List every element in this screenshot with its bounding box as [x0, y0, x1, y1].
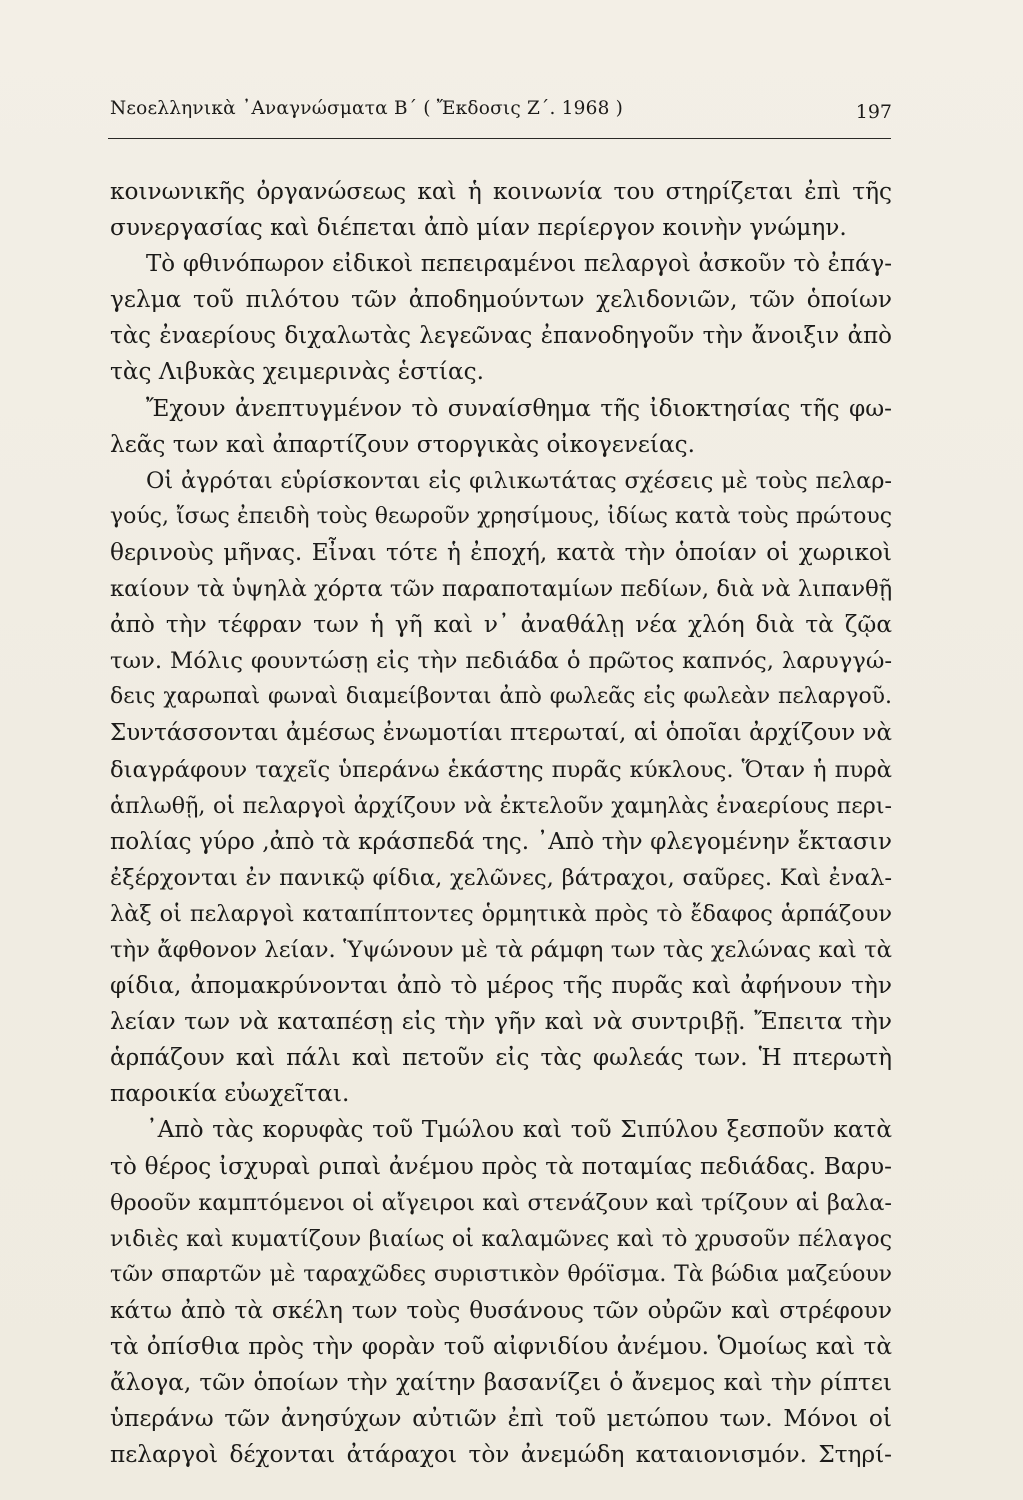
text-line: τὸ θέρος ἰσχυραὶ ριπαὶ ἀνέμου πρὸς τὰ ποταμίας πεδιάδας. Βαρυ-: [110, 1152, 892, 1180]
running-head-title: Νεοελληνικὰ ᾿Αναγνώσματα Β΄ ( Ἔκδοσις Ζ΄. 1968 ): [110, 98, 624, 119]
text-line: Τὸ φθινόπωρον εἰδικοὶ πεπειραμένοι πελαργοὶ ἀσκοῦν τὸ ἐπάγ-: [146, 251, 892, 278]
text-line: πολίας γύρο ,ἀπὸ τὰ κράσπεδά της. ᾿Απὸ τὴν φλεγομένην ἔκτασιν: [110, 827, 892, 855]
text-line: Ἔχουν ἀνεπτυγμένον τὸ συναίσθημα τῆς ἰδιοκτησίας τῆς φω-: [146, 394, 892, 422]
text-line: των. Μόλις φουντώσῃ εἰς τὴν πεδιάδα ὁ πρῶτος καπνός, λαρυγγώ-: [110, 648, 892, 675]
text-line: τὰ ὀπίσθια πρὸς τὴν φορὰν τοῦ αἰφνιδίου ἀνέμου. Ὁμοίως καὶ τὰ: [110, 1333, 892, 1360]
text-line: θροοῦν καμπτόμενοι οἱ αἴγειροι καὶ στενάζουν καὶ τρίζουν αἱ βαλα-: [110, 1189, 892, 1216]
text-line: ᾿Απὸ τὰς κορυφὰς τοῦ Τμώλου καὶ τοῦ Σιπύλου ξεσποῦν κατὰ: [146, 1116, 892, 1144]
text-line: θερινοὺς μῆνας. Εἶναι τότε ἡ ἐποχή, κατὰ τὴν ὁποίαν οἱ χωρικοὶ: [110, 538, 892, 566]
running-head: [110, 98, 892, 134]
text-line: γούς, ἴσως ἐπειδὴ τοὺς θεωροῦν χρησίμους, ἰδίως κατὰ τοὺς πρώτους: [110, 503, 892, 529]
text-line: ἁπλωθῇ, οἱ πελαργοὶ ἀρχίζουν νὰ ἐκτελοῦν χαμηλὰς ἐναερίους περι-: [110, 792, 892, 819]
text-line: διαγράφουν ταχεῖς ὑπεράνω ἑκάστης πυρᾶς κύκλους. Ὅταν ἡ πυρὰ: [110, 756, 892, 783]
text-line: τὰς Λιβυκὰς χειμερινὰς ἑστίας.: [110, 358, 484, 386]
text-line: φίδια, ἀπομακρύνονται ἀπὸ τὸ μέρος τῆς πυρᾶς καὶ ἀφήνουν τὴν: [110, 972, 892, 1000]
page-number: 197: [855, 101, 892, 123]
text-line: κάτω ἀπὸ τὰ σκέλη των τοὺς θυσάνους τῶν οὐρῶν καὶ στρέφουν: [110, 1296, 892, 1324]
text-line: ὑπεράνω τῶν ἀνησύχων αὐτιῶν ἐπὶ τοῦ μετώπου των. Μόνοι οἱ: [110, 1405, 892, 1433]
body-text: [110, 174, 892, 1473]
text-line: κοινωνικῆς ὀργανώσεως καὶ ἡ κοινωνία του στηρίζεται ἐπὶ τῆς: [110, 178, 892, 205]
text-line: τὰς ἐναερίους διχαλωτὰς λεγεῶνας ἐπανοδηγοῦν τὴν ἄνοιξιν ἀπὸ: [110, 323, 892, 350]
text-line: γελμα τοῦ πιλότου τῶν ἀποδημούντων χελιδονιῶν, τῶν ὁποίων: [110, 286, 892, 314]
text-line: καίουν τὰ ὑψηλὰ χόρτα τῶν παραποταμίων πεδίων, διὰ νὰ λιπανθῇ: [110, 576, 893, 603]
text-line: πελαργοὶ δέχονται ἀτάραχοι τὸν ἀνεμώδη καταιονισμόν. Στηρί-: [110, 1441, 892, 1469]
text-line: δεις χαρωπαὶ φωναὶ διαμείβονται ἀπὸ φωλεᾶς εἰς φωλεὰν πελαργοῦ.: [110, 684, 892, 710]
text-line: Οἱ ἀγρόται εὑρίσκονται εἰς φιλικωτάτας σχέσεις μὲ τοὺς πελαρ-: [146, 467, 892, 494]
text-line: τὴν ἄφθονον λείαν. Ὑψώνουν μὲ τὰ ράμφη των τὰς χελώνας καὶ τὰ: [110, 936, 892, 963]
text-line: συνεργασίας καὶ διέπεται ἀπὸ μίαν περίεργον κοινὴν γνώμην.: [110, 214, 847, 242]
text-line: ἄλογα, τῶν ὁποίων τὴν χαίτην βασανίζει ὁ ἄνεμος καὶ τὴν ρίπτει: [110, 1369, 892, 1397]
text-line: λείαν των νὰ καταπέσῃ εἰς τὴν γῆν καὶ νὰ συντριβῇ. Ἔπειτα τὴν: [110, 1008, 892, 1036]
text-line: ἐξέρχονται ἐν πανικῷ φίδια, χελῶνες, βάτραχοι, σαῦρες. Καὶ ἐναλ-: [110, 864, 892, 891]
text-line: τῶν σπαρτῶν μὲ ταραχῶδες συριστικὸν θρόϊσμα. Τὰ βώδια μαζεύουν: [110, 1261, 892, 1287]
text-line: παροικία εὐωχεῖται.: [110, 1080, 350, 1108]
text-line: λὰξ οἱ πελαργοὶ καταπίπτοντες ὁρμητικὰ πρὸς τὸ ἔδαφος ἁρπάζουν: [110, 900, 892, 927]
text-line: ἁρπάζουν καὶ πάλι καὶ πετοῦν εἰς τὰς φωλεάς των. Ἡ πτερωτὴ: [110, 1044, 892, 1072]
text-line: Συντάσσονται ἀμέσως ἐνωμοτίαι πτερωταί, αἱ ὁποῖαι ἀρχίζουν νὰ: [110, 720, 892, 747]
text-line: νιδιὲς καὶ κυματίζουν βιαίως οἱ καλαμῶνες καὶ τὸ χρυσοῦν πέλαγος: [110, 1225, 892, 1252]
header-rule: [108, 138, 891, 139]
text-line: λεᾶς των καὶ ἀπαρτίζουν στοργικὰς οἰκογενείας.: [110, 430, 696, 458]
text-line: ἀπὸ τὴν τέφραν των ἡ γῆ καὶ ν᾿ ἀναθάλῃ νέα χλόη διὰ τὰ ζῷα: [110, 611, 892, 639]
